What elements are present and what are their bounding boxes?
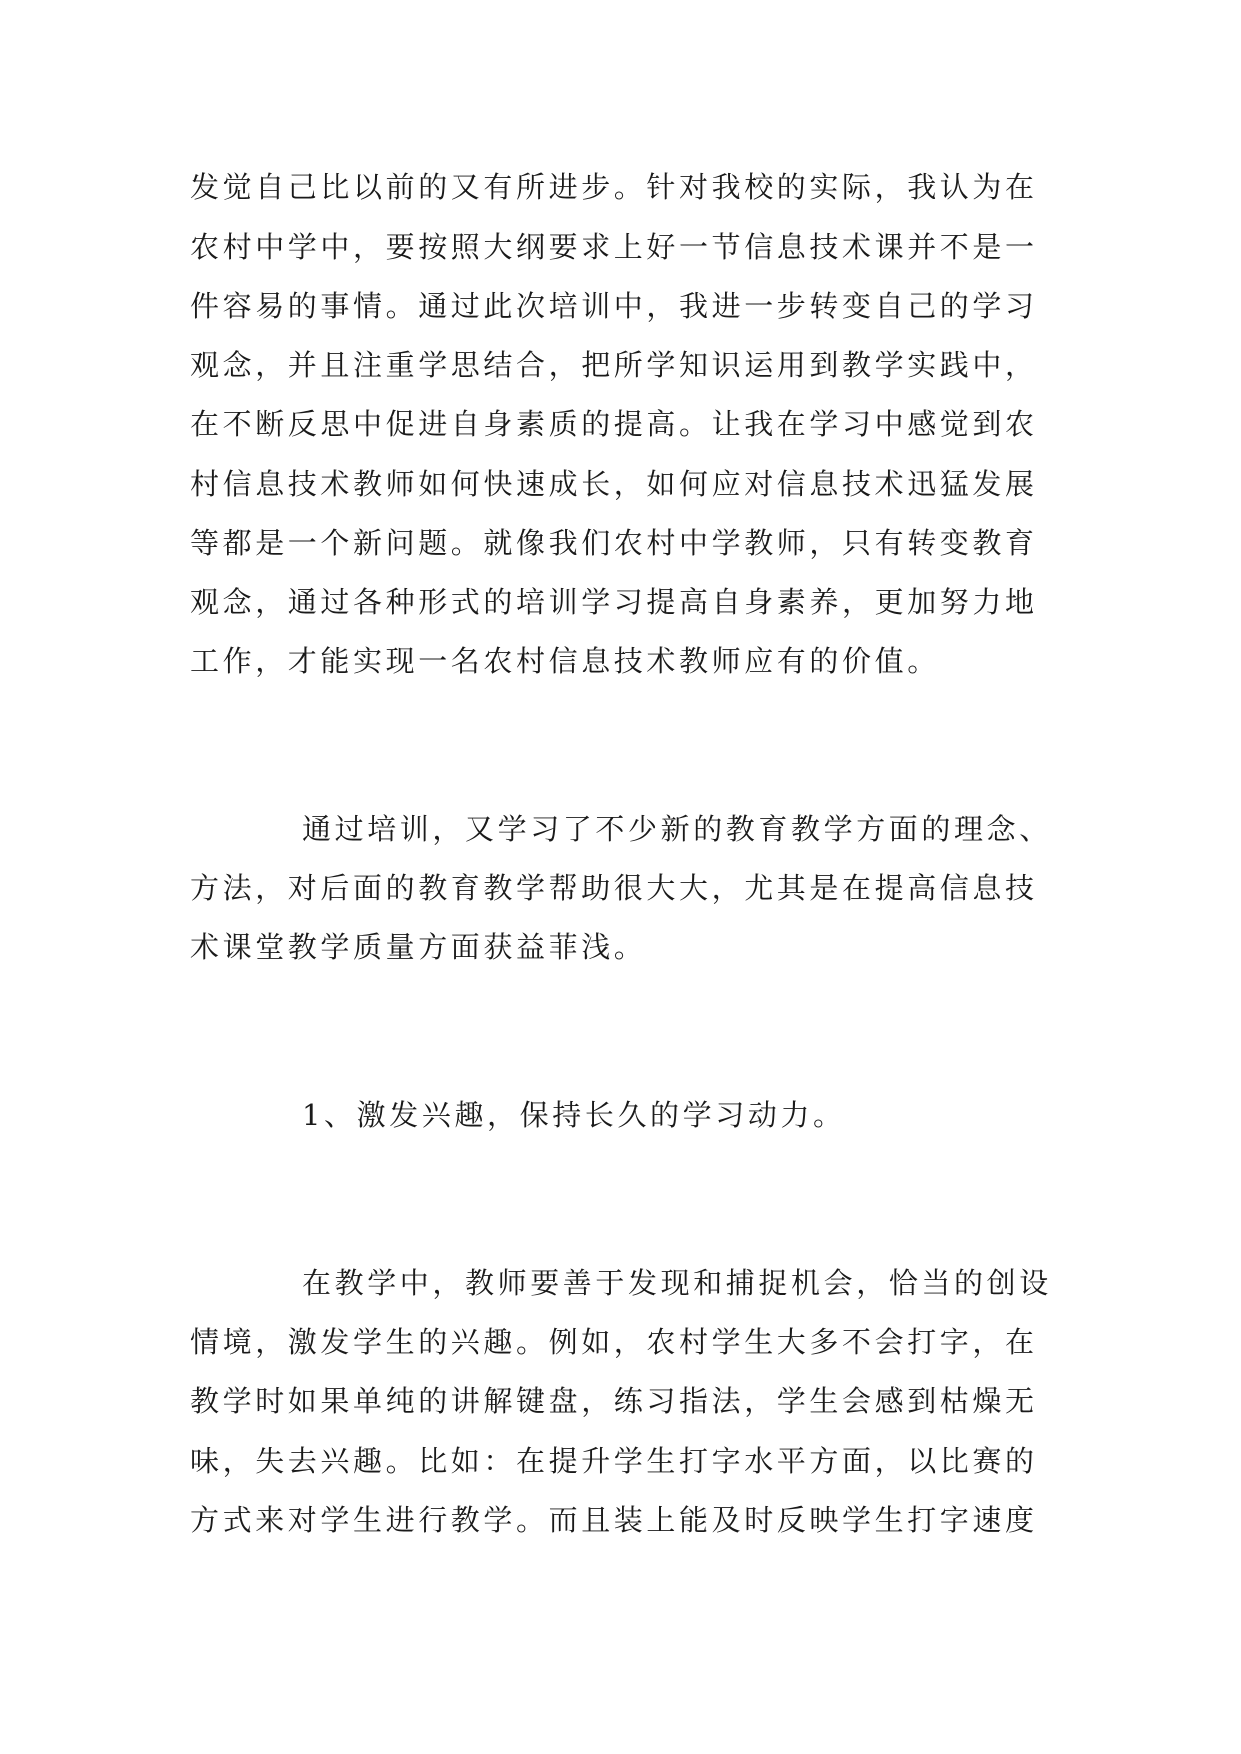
paragraph-1-line-4: 观念，并且注重学思结合，把所学知识运用到教学实践中， [190, 348, 1038, 382]
paragraph-1-line-3: 件容易的事情。通过此次培训中，我进一步转变自己的学习 [190, 289, 1038, 323]
paragraph-1-line-2: 农村中学中，要按照大纲要求上好一节信息技术课并不是一 [190, 230, 1038, 264]
paragraph-2-line-3: 术课堂教学质量方面获益菲浅。 [190, 930, 647, 964]
paragraph-2-line-2: 方法，对后面的教育教学帮助很大大，尤其是在提高信息技 [190, 871, 1038, 905]
paragraph-1-line-9: 工作，才能实现一名农村信息技术教师应有的价值。 [190, 644, 940, 678]
paragraph-3-line-2: 情境，激发学生的兴趣。例如，农村学生大多不会打字，在 [190, 1325, 1038, 1359]
paragraph-1-line-7: 等都是一个新问题。就像我们农村中学教师，只有转变教育 [190, 526, 1038, 560]
paragraph-1-line-8: 观念，通过各种形式的培训学习提高自身素养，更加努力地 [190, 585, 1038, 619]
paragraph-2-line-1: 通过培训，又学习了不少新的教育教学方面的理念、 [302, 812, 1052, 846]
paragraph-3-line-4: 味，失去兴趣。比如：在提升学生打字水平方面，以比赛的 [190, 1444, 1038, 1478]
paragraph-3-line-1: 在教学中，教师要善于发现和捕捉机会，恰当的创设 [302, 1266, 1052, 1300]
paragraph-1-line-5: 在不断反思中促进自身素质的提高。让我在学习中感觉到农 [190, 407, 1038, 441]
paragraph-1-line-1: 发觉自己比以前的又有所进步。针对我校的实际，我认为在 [190, 170, 1038, 204]
paragraph-1-line-6: 村信息技术教师如何快速成长，如何应对信息技术迅猛发展 [190, 467, 1038, 501]
section-heading-1: 1、激发兴趣，保持长久的学习动力。 [302, 1098, 846, 1132]
paragraph-3-line-5: 方式来对学生进行教学。而且装上能及时反映学生打字速度 [190, 1503, 1038, 1537]
paragraph-3-line-3: 教学时如果单纯的讲解键盘，练习指法，学生会感到枯燥无 [190, 1384, 1038, 1418]
